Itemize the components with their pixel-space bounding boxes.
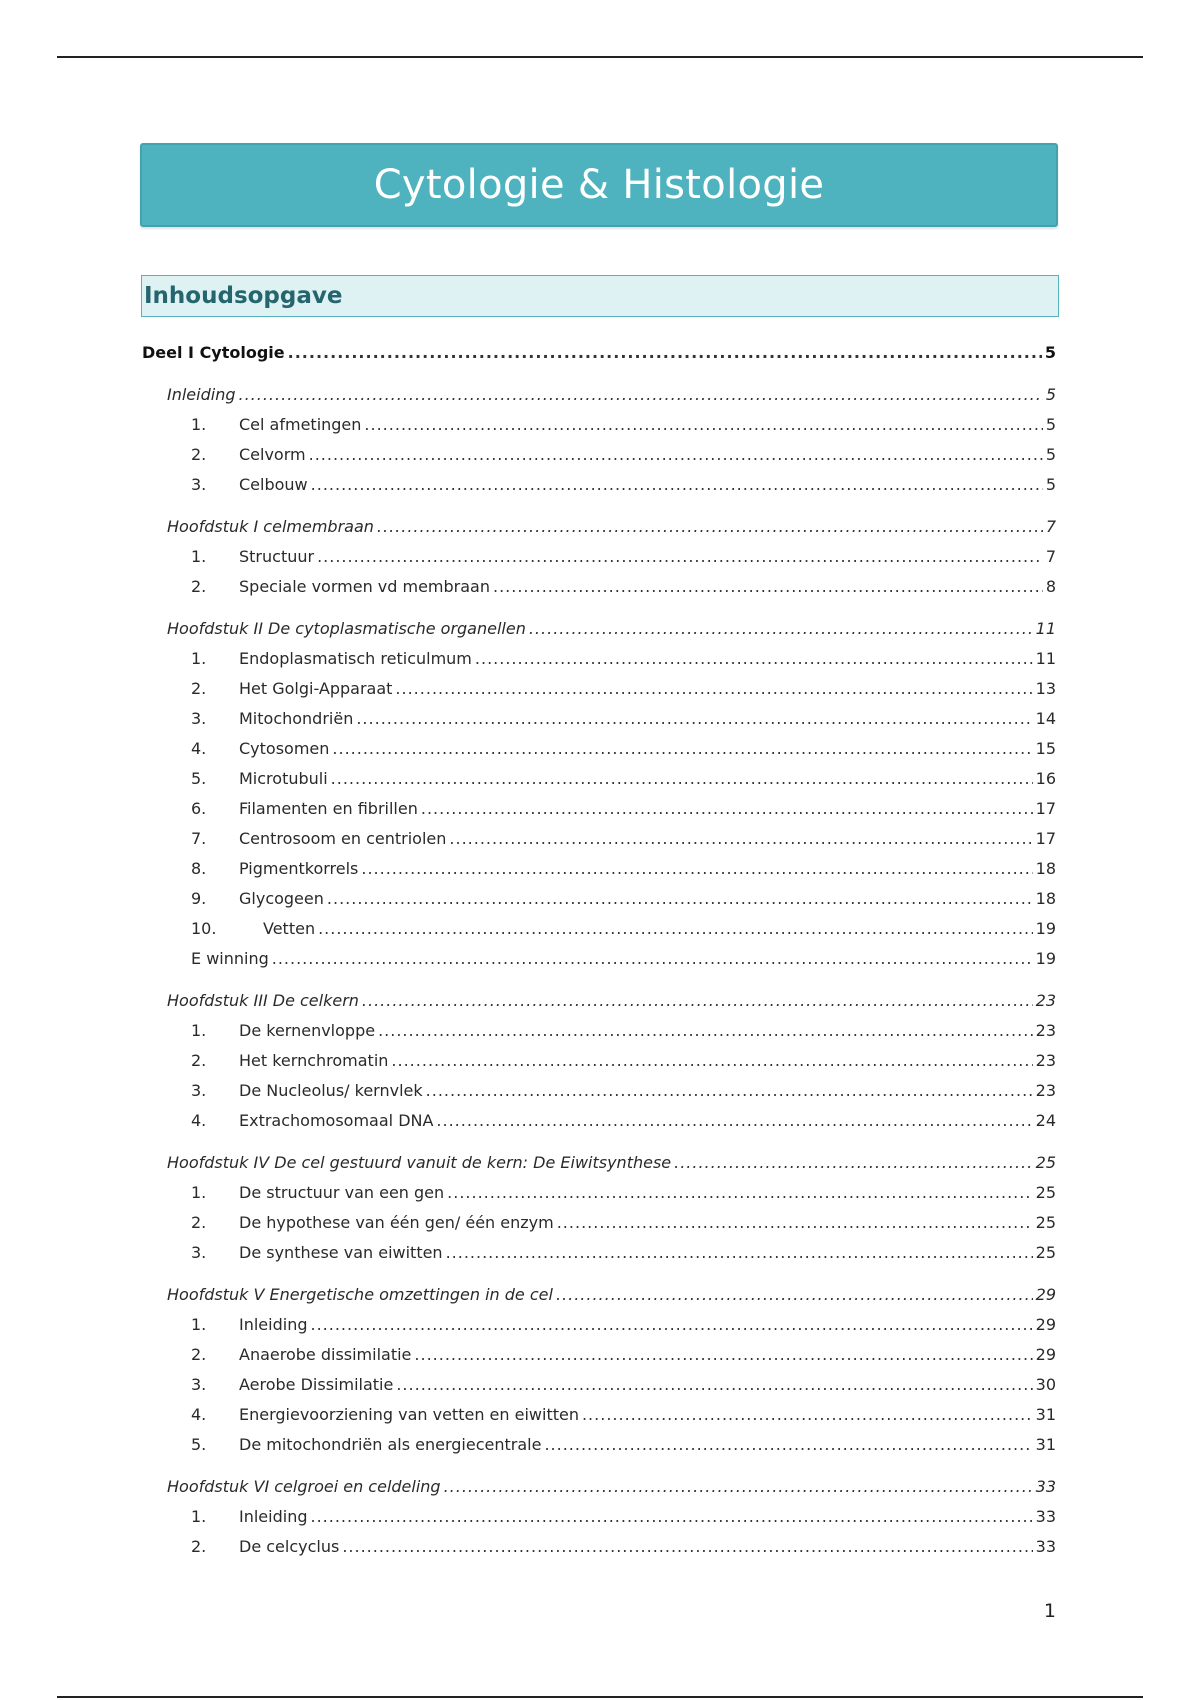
toc-entry-label: Energievoorziening van vetten en eiwitten — [239, 1405, 579, 1424]
toc-entry-label: E winning — [191, 949, 269, 968]
toc-item-entry[interactable] — [142, 410, 1056, 440]
toc-item-number: 3. — [191, 709, 207, 728]
toc-chapter-entry[interactable] — [142, 986, 1056, 1016]
toc-item-number: 1. — [191, 547, 207, 566]
toc-item-number: 5. — [191, 1435, 207, 1454]
toc-item-number: 3. — [191, 475, 207, 494]
toc-entry-label: Filamenten en fibrillen — [239, 799, 418, 818]
toc-item-entry[interactable] — [142, 1502, 1056, 1532]
dot-leader — [421, 794, 1033, 824]
toc-entry-label: Het Golgi-Apparaat — [239, 679, 393, 698]
toc-chapter-entry[interactable] — [142, 512, 1056, 542]
toc-entry-page: 30 — [1035, 1375, 1056, 1394]
dot-leader — [311, 470, 1043, 500]
toc-item-number: 5. — [191, 769, 207, 788]
toc-item-entry[interactable] — [142, 1046, 1056, 1076]
toc-item-number: 6. — [191, 799, 207, 818]
toc-chapter-entry[interactable] — [142, 380, 1056, 410]
bottom-rule — [57, 1696, 1143, 1698]
toc-item-entry[interactable] — [142, 1106, 1056, 1136]
toc-item-entry[interactable] — [142, 674, 1056, 704]
dot-leader — [449, 824, 1032, 854]
toc-entry-page: 5 — [1045, 385, 1056, 404]
toc-entry-page: 25 — [1035, 1153, 1056, 1172]
dot-leader — [356, 704, 1032, 734]
toc-entry-page: 18 — [1035, 859, 1056, 878]
toc-item-number: 9. — [191, 889, 207, 908]
toc-item-number: 2. — [191, 577, 207, 596]
toc-entry-page: 5 — [1045, 445, 1056, 464]
toc-item-entry[interactable] — [142, 542, 1056, 572]
toc-entry-label: Vetten — [263, 919, 316, 938]
toc-item-number: 1. — [191, 649, 207, 668]
toc-item-number: 1. — [191, 415, 207, 434]
toc-entry-label: Centrosoom en centriolen — [239, 829, 447, 848]
top-rule — [57, 56, 1143, 58]
toc-item-entry[interactable] — [142, 1208, 1056, 1238]
toc-entry-page: 17 — [1035, 829, 1056, 848]
toc-item-number: 8. — [191, 859, 207, 878]
dot-leader — [327, 884, 1033, 914]
toc-item-number: 3. — [191, 1243, 207, 1262]
toc-chapter-entry[interactable] — [142, 1472, 1056, 1502]
toc-item-entry[interactable] — [142, 1016, 1056, 1046]
toc-chapter-entry[interactable] — [142, 614, 1056, 644]
toc-entry-page: 11 — [1035, 619, 1056, 638]
toc-entry-page: 25 — [1035, 1243, 1056, 1262]
toc-chapter-entry[interactable] — [142, 1148, 1056, 1178]
toc-entry-page: 29 — [1035, 1285, 1056, 1304]
dot-leader — [391, 1046, 1032, 1076]
document-title: Cytologie & Histologie — [373, 162, 825, 208]
toc-item-entry[interactable] — [142, 644, 1056, 674]
toc-entry-page: 24 — [1035, 1111, 1056, 1130]
toc-part-entry[interactable] — [142, 338, 1056, 368]
dot-leader — [556, 1280, 1033, 1310]
toc-item-entry[interactable] — [142, 470, 1056, 500]
toc-item-number: 10. — [191, 919, 217, 938]
toc-entry-page: 19 — [1035, 919, 1056, 938]
dot-leader — [239, 380, 1043, 410]
toc-chapter-entry[interactable] — [142, 1280, 1056, 1310]
toc-entry-page: 5 — [1045, 415, 1056, 434]
dot-leader — [395, 674, 1032, 704]
toc-entry-page: 23 — [1035, 1021, 1056, 1040]
toc-entry-page: 19 — [1035, 949, 1056, 968]
toc-entry-label: Endoplasmatisch reticulmum — [239, 649, 472, 668]
toc-entry-label: Mitochondriën — [239, 709, 354, 728]
toc-item-number: 4. — [191, 739, 207, 758]
toc-entry-page: 23 — [1035, 991, 1056, 1010]
toc-entry-label: Glycogeen — [239, 889, 324, 908]
toc-item-number: 7. — [191, 829, 207, 848]
title-banner — [140, 143, 1058, 227]
dot-leader — [444, 1472, 1033, 1502]
toc-entry-label: Structuur — [239, 547, 315, 566]
toc-item-entry[interactable] — [142, 572, 1056, 602]
toc-entry-page: 17 — [1035, 799, 1056, 818]
toc-entry-page: 18 — [1035, 889, 1056, 908]
dot-leader — [582, 1400, 1033, 1430]
toc-item-number: 2. — [191, 445, 207, 464]
toc-entry-label: Hoofdstuk IV De cel gestuurd vanuit de kern: De Eiwitsynthese — [167, 1153, 672, 1172]
toc-entry-label: Deel I Cytologie — [142, 343, 285, 362]
toc-item-entry[interactable] — [142, 1238, 1056, 1268]
dot-leader — [436, 1106, 1032, 1136]
toc-entry-page: 5 — [1045, 475, 1056, 494]
toc-entry-label: Pigmentkorrels — [239, 859, 359, 878]
toc-item-number: 1. — [191, 1507, 207, 1526]
toc-entry-label: De synthese van eiwitten — [239, 1243, 443, 1262]
page-number: 1 — [1043, 1600, 1056, 1622]
toc-heading-box — [141, 275, 1059, 317]
dot-leader — [674, 1148, 1033, 1178]
toc-entry-label: Anaerobe dissimilatie — [239, 1345, 412, 1364]
toc-entry-label: Inleiding — [239, 1507, 308, 1526]
toc-entry-page: 31 — [1035, 1405, 1056, 1424]
toc-entry-page: 31 — [1035, 1435, 1056, 1454]
toc-entry-page: 33 — [1035, 1477, 1056, 1496]
dot-leader — [309, 440, 1043, 470]
toc-item-entry[interactable] — [142, 1400, 1056, 1430]
toc-entry-page: 29 — [1035, 1345, 1056, 1364]
toc-entry-page: 33 — [1035, 1537, 1056, 1556]
toc-item-entry[interactable] — [142, 1370, 1056, 1400]
toc-entry-label: Microtubuli — [239, 769, 328, 788]
dot-leader — [377, 512, 1043, 542]
dot-leader — [311, 1502, 1033, 1532]
toc-item-number: 3. — [191, 1375, 207, 1394]
dot-leader — [272, 944, 1033, 974]
toc-heading: Inhoudsopgave — [144, 283, 343, 309]
toc-item-entry[interactable] — [142, 914, 1056, 944]
dot-leader — [557, 1208, 1033, 1238]
toc-entry-label: Speciale vormen vd membraan — [239, 577, 490, 596]
dot-leader — [364, 410, 1042, 440]
dot-leader — [318, 914, 1033, 944]
toc-item-entry[interactable] — [142, 440, 1056, 470]
toc-entry-label: Inleiding — [167, 385, 236, 404]
dot-leader — [475, 644, 1033, 674]
dot-leader — [311, 1310, 1033, 1340]
dot-leader — [529, 614, 1033, 644]
toc-item-number: 1. — [191, 1021, 207, 1040]
toc-item-entry[interactable] — [142, 944, 1056, 974]
toc-item-number: 4. — [191, 1405, 207, 1424]
toc-entry-page: 25 — [1035, 1213, 1056, 1232]
toc-item-number: 2. — [191, 1213, 207, 1232]
toc-entry-page: 33 — [1035, 1507, 1056, 1526]
toc-entry-page: 8 — [1045, 577, 1056, 596]
toc-entry-page: 29 — [1035, 1315, 1056, 1334]
toc-item-number: 1. — [191, 1183, 207, 1202]
toc-entry-label: Extrachomosomaal DNA — [239, 1111, 434, 1130]
toc-item-number: 1. — [191, 1315, 207, 1334]
toc-entry-label: Inleiding — [239, 1315, 308, 1334]
dot-leader — [332, 734, 1032, 764]
toc-entry-label: Cel afmetingen — [239, 415, 362, 434]
toc-item-number: 4. — [191, 1111, 207, 1130]
toc-entry-label: Hoofdstuk VI celgroei en celdeling — [167, 1477, 441, 1496]
toc-item-entry[interactable] — [142, 854, 1056, 884]
toc-entry-label: De celcyclus — [239, 1537, 340, 1556]
toc-entry-label: Cytosomen — [239, 739, 330, 758]
toc-entry-page: 15 — [1035, 739, 1056, 758]
dot-leader — [396, 1370, 1032, 1400]
toc-item-entry[interactable] — [142, 1340, 1056, 1370]
toc-entry-page: 13 — [1035, 679, 1056, 698]
toc-entry-page: 16 — [1035, 769, 1056, 788]
dot-leader — [447, 1178, 1032, 1208]
toc-item-number: 2. — [191, 1051, 207, 1070]
dot-leader — [331, 764, 1033, 794]
toc-entry-page: 7 — [1045, 547, 1056, 566]
dot-leader — [362, 986, 1033, 1016]
toc-entry-label: Celbouw — [239, 475, 308, 494]
toc-entry-label: De hypothese van één gen/ één enzym — [239, 1213, 554, 1232]
toc-item-number: 3. — [191, 1081, 207, 1100]
dot-leader — [446, 1238, 1033, 1268]
toc-item-entry[interactable] — [142, 734, 1056, 764]
toc-entry-label: Hoofdstuk I celmembraan — [167, 517, 374, 536]
table-of-contents — [142, 338, 1056, 1562]
toc-entry-page: 23 — [1035, 1051, 1056, 1070]
toc-item-entry[interactable] — [142, 1178, 1056, 1208]
toc-item-entry[interactable] — [142, 1430, 1056, 1460]
toc-entry-page: 5 — [1044, 343, 1056, 362]
toc-entry-label: Hoofdstuk II De cytoplasmatische organellen — [167, 619, 526, 638]
toc-item-entry[interactable] — [142, 794, 1056, 824]
toc-entry-page: 11 — [1035, 649, 1056, 668]
toc-item-entry[interactable] — [142, 1310, 1056, 1340]
toc-entry-label: De kernenvloppe — [239, 1021, 376, 1040]
toc-item-number: 2. — [191, 679, 207, 698]
toc-entry-label: Hoofdstuk V Energetische omzettingen in de cel — [167, 1285, 553, 1304]
toc-item-number: 2. — [191, 1537, 207, 1556]
toc-entry-page: 25 — [1035, 1183, 1056, 1202]
toc-item-number: 2. — [191, 1345, 207, 1364]
toc-entry-page: 23 — [1035, 1081, 1056, 1100]
dot-leader — [361, 854, 1032, 884]
dot-leader — [414, 1340, 1032, 1370]
dot-leader — [493, 572, 1043, 602]
toc-item-entry[interactable] — [142, 824, 1056, 854]
toc-item-entry[interactable] — [142, 1532, 1056, 1562]
toc-item-entry[interactable] — [142, 1076, 1056, 1106]
toc-item-entry[interactable] — [142, 704, 1056, 734]
toc-entry-label: Hoofdstuk III De celkern — [167, 991, 359, 1010]
toc-entry-label: Celvorm — [239, 445, 306, 464]
dot-leader — [317, 542, 1043, 572]
toc-entry-label: De mitochondriën als energiecentrale — [239, 1435, 542, 1454]
toc-entry-page: 7 — [1045, 517, 1056, 536]
dot-leader — [288, 338, 1042, 368]
toc-entry-label: De Nucleolus/ kernvlek — [239, 1081, 423, 1100]
toc-item-entry[interactable] — [142, 764, 1056, 794]
toc-entry-label: Het kernchromatin — [239, 1051, 389, 1070]
toc-entry-label: De structuur van een gen — [239, 1183, 445, 1202]
dot-leader — [342, 1532, 1032, 1562]
toc-entry-page: 14 — [1035, 709, 1056, 728]
dot-leader — [378, 1016, 1033, 1046]
toc-entry-label: Aerobe Dissimilatie — [239, 1375, 394, 1394]
toc-item-entry[interactable] — [142, 884, 1056, 914]
dot-leader — [544, 1430, 1032, 1460]
dot-leader — [426, 1076, 1033, 1106]
